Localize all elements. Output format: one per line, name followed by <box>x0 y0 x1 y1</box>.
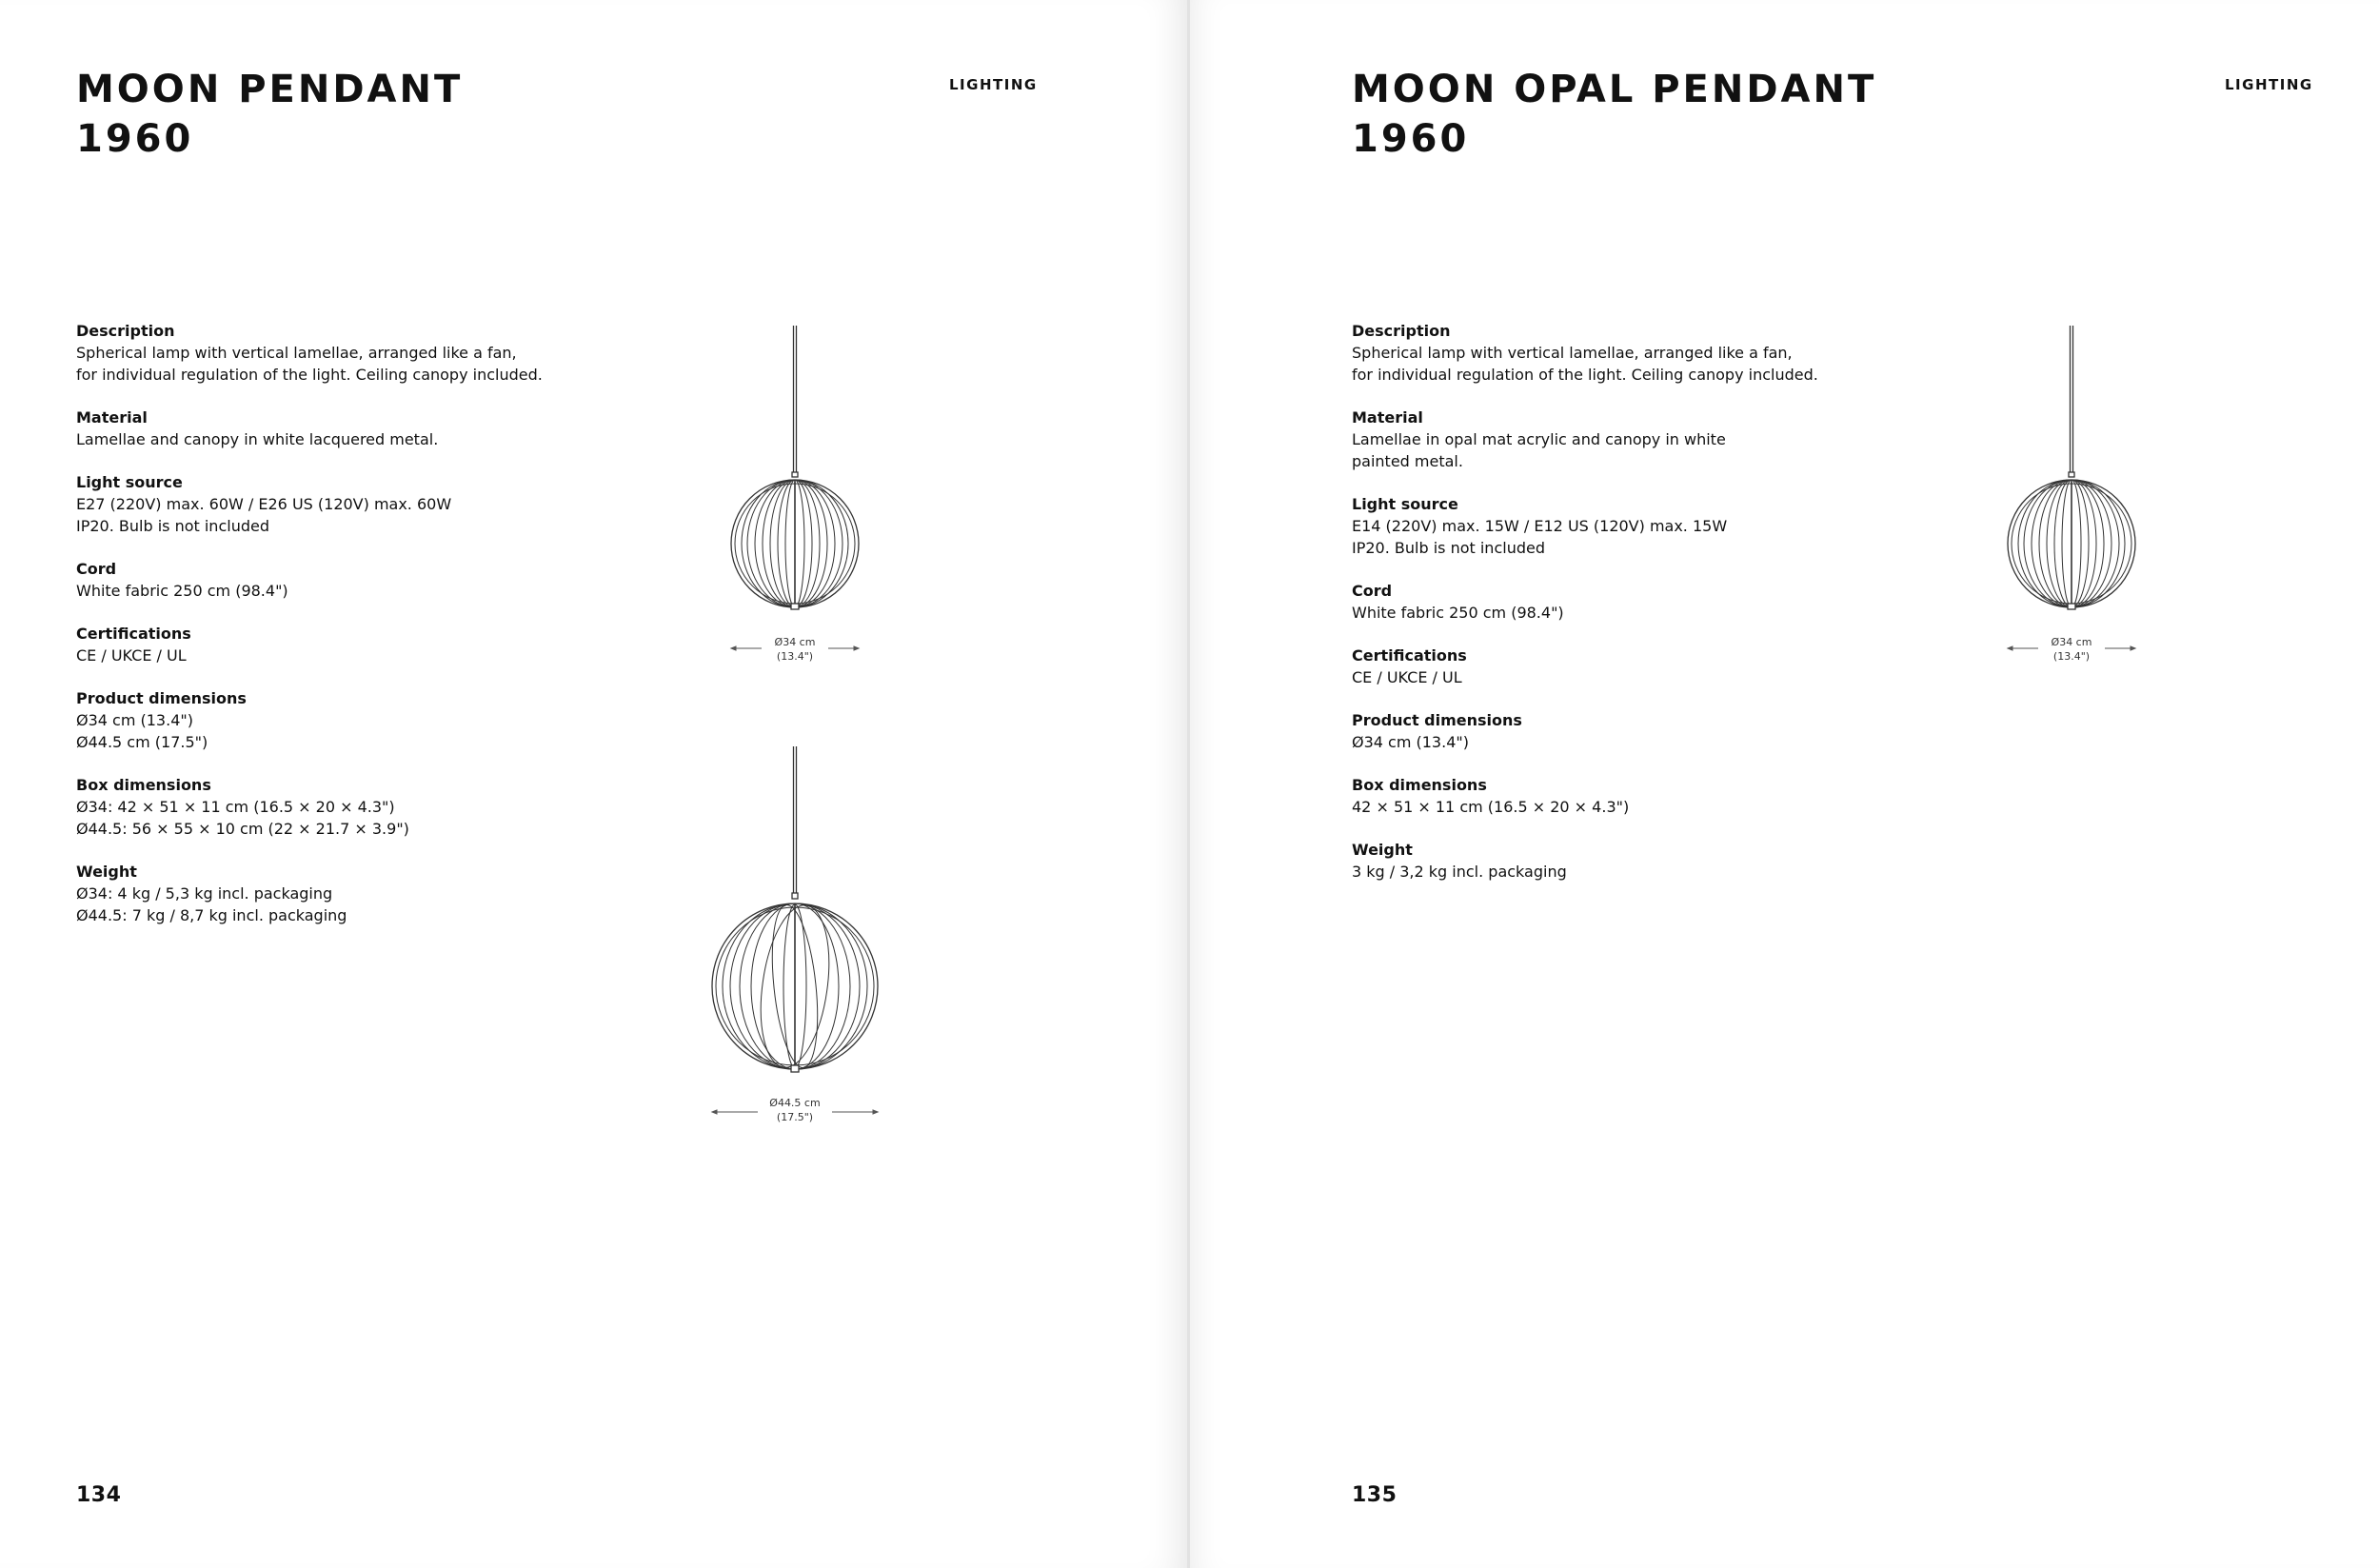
product-year: 1960 <box>76 117 194 161</box>
dimension-in: (17.5") <box>776 1111 814 1123</box>
spec-material <box>76 407 609 450</box>
spec-product-dimensions <box>76 687 609 753</box>
dimension-cm: Ø34 cm <box>774 636 816 648</box>
pendant-drawing-small <box>724 322 866 666</box>
spec-list <box>1352 320 1885 903</box>
spec-label: Light source <box>1352 495 1458 513</box>
spec-value: 3 kg / 3,2 kg incl. packaging <box>1352 863 1567 881</box>
dimension-label <box>704 1096 885 1124</box>
spec-label: Cord <box>1352 582 1393 600</box>
dimension-in: (13.4") <box>2052 650 2091 663</box>
spec-cord <box>1352 580 1885 624</box>
spec-value: White fabric 250 cm (98.4") <box>76 582 288 600</box>
spec-value: Ø34: 42 × 51 × 11 cm (16.5 × 20 × 4.3") <box>76 798 395 816</box>
spec-box-dimensions <box>1352 774 1885 818</box>
spec-value: for individual regulation of the light. Ceiling canopy included. <box>1352 366 1818 384</box>
spec-value: IP20. Bulb is not included <box>1352 539 1545 557</box>
spec-label: Box dimensions <box>76 776 211 794</box>
spec-light-source <box>1352 493 1885 559</box>
spec-value: painted metal. <box>1352 452 1463 470</box>
product-title <box>1352 65 1876 164</box>
spec-value: CE / UKCE / UL <box>1352 668 1462 686</box>
category-label: LIGHTING <box>949 76 1038 93</box>
spec-value: Ø34: 4 kg / 5,3 kg incl. packaging <box>76 884 333 903</box>
pendant-drawing-opal <box>2000 322 2143 666</box>
spec-label: Certifications <box>76 625 191 643</box>
dimension-in: (13.4") <box>776 650 814 663</box>
pendant-illustration <box>704 743 885 1076</box>
product-name: MOON OPAL PENDANT <box>1352 68 1877 111</box>
spec-box-dimensions <box>76 774 609 840</box>
product-title <box>76 65 463 164</box>
spec-label: Box dimensions <box>1352 776 1487 794</box>
spec-certifications <box>76 623 609 666</box>
pendant-illustration <box>724 322 866 636</box>
spec-value: CE / UKCE / UL <box>76 646 187 665</box>
spec-label: Weight <box>1352 841 1413 859</box>
spec-value: E27 (220V) max. 60W / E26 US (120V) max. 60W <box>76 495 452 513</box>
spec-value: 42 × 51 × 11 cm (16.5 × 20 × 4.3") <box>1352 798 1630 816</box>
spec-label: Description <box>1352 322 1451 340</box>
spec-product-dimensions <box>1352 709 1885 753</box>
spec-value: IP20. Bulb is not included <box>76 517 269 535</box>
spec-list <box>76 320 609 947</box>
spec-value: E14 (220V) max. 15W / E12 US (120V) max. 15W <box>1352 517 1728 535</box>
page-number: 135 <box>1352 1483 1398 1507</box>
spec-description <box>1352 320 1885 386</box>
category-label: LIGHTING <box>2225 76 2313 93</box>
spec-label: Cord <box>76 560 117 578</box>
pendant-drawing-large <box>704 743 885 1123</box>
dimension-cm: Ø44.5 cm <box>769 1097 821 1109</box>
spec-light-source <box>76 471 609 537</box>
spec-label: Weight <box>76 863 137 881</box>
spec-value: Ø44.5: 56 × 55 × 10 cm (22 × 21.7 × 3.9") <box>76 820 409 838</box>
spec-weight <box>1352 839 1885 883</box>
spec-label: Material <box>1352 408 1423 427</box>
spec-description <box>76 320 609 386</box>
spec-value: Lamellae in opal mat acrylic and canopy in white <box>1352 430 1726 448</box>
spec-value: Ø44.5: 7 kg / 8,7 kg incl. packaging <box>76 906 347 924</box>
spec-label: Product dimensions <box>76 689 247 707</box>
spec-label: Light source <box>76 473 183 491</box>
pendant-illustration <box>2000 322 2143 636</box>
spec-certifications <box>1352 645 1885 688</box>
spec-material <box>1352 407 1885 472</box>
spec-value: Ø34 cm (13.4") <box>76 711 193 729</box>
spec-value: White fabric 250 cm (98.4") <box>1352 604 1564 622</box>
product-name: MOON PENDANT <box>76 68 464 111</box>
product-year: 1960 <box>1352 117 1470 161</box>
spec-label: Description <box>76 322 175 340</box>
spec-value: Ø44.5 cm (17.5") <box>76 733 208 751</box>
dimension-label <box>2000 635 2143 664</box>
spec-cord <box>76 558 609 602</box>
spec-value: Spherical lamp with vertical lamellae, arranged like a fan, <box>1352 344 1793 362</box>
left-page <box>0 0 1187 1568</box>
dimension-label <box>724 635 866 664</box>
right-page <box>1190 0 2379 1568</box>
spec-label: Product dimensions <box>1352 711 1522 729</box>
spec-value: Spherical lamp with vertical lamellae, arranged like a fan, <box>76 344 517 362</box>
spec-value: Ø34 cm (13.4") <box>1352 733 1469 751</box>
spec-weight <box>76 861 609 926</box>
page-number: 134 <box>76 1483 122 1507</box>
spec-value: for individual regulation of the light. Ceiling canopy included. <box>76 366 543 384</box>
spec-label: Certifications <box>1352 646 1467 665</box>
dimension-cm: Ø34 cm <box>2051 636 2092 648</box>
spec-label: Material <box>76 408 148 427</box>
spec-value: Lamellae and canopy in white lacquered metal. <box>76 430 439 448</box>
